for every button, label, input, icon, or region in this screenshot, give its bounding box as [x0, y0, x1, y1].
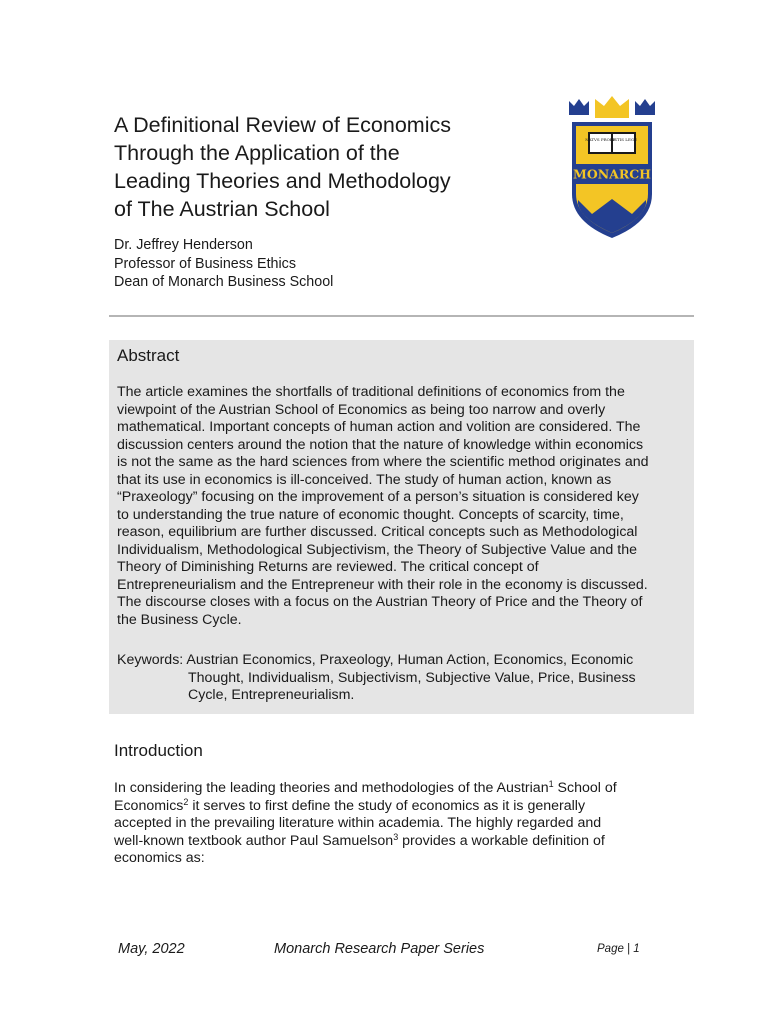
abstract-heading: Abstract — [117, 346, 180, 365]
abstract-line: reason, equilibrium are further discussed. Critical concepts such as Methodological — [117, 524, 638, 540]
intro-line — [114, 798, 704, 816]
intro-line: economics as: — [114, 850, 205, 866]
abstract-line: Theory of Diminishing Returns are reviewed. The critical concept of — [117, 559, 539, 575]
right-crown-icon — [635, 99, 655, 115]
book-text-left: NATVS PROBE — [585, 137, 616, 142]
author-block — [114, 236, 333, 292]
author-affiliation: Dean of Monarch Business School — [114, 274, 334, 290]
footer-date: May, 2022 — [118, 941, 185, 957]
keywords-line: Cycle, Entrepreneurialism. — [188, 687, 355, 703]
abstract-line: that its use in economics is ill-conceived. The study of human action, known as — [117, 471, 612, 488]
center-crown-icon — [595, 96, 629, 118]
abstract-line: discussion centers around the notion that the nature of knowledge within economics — [117, 436, 644, 453]
intro-line: accepted in the prevailing literature within academia. The highly regarded and — [114, 815, 602, 831]
intro-text-run: Economics — [114, 797, 184, 814]
paper-title — [114, 111, 514, 223]
monarch-logo — [566, 96, 658, 240]
abstract-line: The article examines the shortfalls of traditional definitions of economics from the — [117, 384, 625, 400]
introduction-heading: Introduction — [114, 741, 203, 760]
logo-name: MONARCH — [573, 166, 651, 182]
abstract-line: “Praxeology” focusing on the improvement of a person’s situation is considered key — [117, 489, 639, 505]
intro-line — [114, 780, 704, 798]
abstract-box — [109, 340, 694, 714]
keywords-line: Keywords: Austrian Economics, Praxeology, Human Action, Economics, Economic — [117, 652, 634, 668]
footnote-ref-1[interactable]: 1 — [548, 779, 554, 789]
footer-page-number: Page | 1 — [597, 943, 640, 955]
title-line: A Definitional Review of Economics — [114, 113, 451, 137]
footer-series: Monarch Research Paper Series — [274, 941, 485, 957]
intro-text-run: In considering the leading theories and methodologies of the Austrian — [114, 780, 549, 796]
abstract-line: viewpoint of the Austrian School of Economics as being too narrow and overly — [117, 401, 606, 418]
intro-text-run: it serves to first define the study of economics as it is generally — [188, 797, 586, 814]
abstract-text — [117, 384, 697, 629]
intro-text-run: School of — [553, 780, 617, 796]
title-line: Leading Theories and Methodology — [114, 169, 451, 193]
introduction-text — [114, 780, 704, 868]
keywords-line: Thought, Individualism, Subjectivism, Subjective Value, Price, Business — [188, 669, 636, 686]
abstract-line: to understanding the true nature of economic thought. Concepts of scarcity, time, — [117, 506, 624, 523]
intro-text-run: provides a workable definition of — [398, 832, 605, 849]
footnote-ref-2[interactable]: 2 — [183, 796, 189, 807]
footnote-ref-3[interactable]: 3 — [393, 831, 399, 842]
author-name: Dr. Jeffrey Henderson — [114, 237, 253, 253]
abstract-line: the Business Cycle. — [117, 611, 242, 628]
book-icon — [585, 132, 637, 154]
title-line: of The Austrian School — [114, 197, 330, 221]
intro-text-run: well-known textbook author Paul Samuelson — [114, 832, 394, 849]
abstract-line: The discourse closes with a focus on the Austrian Theory of Price and the Theory of — [117, 594, 643, 610]
abstract-line: Individualism, Methodological Subjectivism, the Theory of Subjective Value and the — [117, 541, 637, 558]
author-position: Professor of Business Ethics — [114, 255, 296, 272]
left-crown-icon — [569, 99, 589, 115]
horizontal-divider — [109, 315, 694, 317]
abstract-line: Entrepreneurialism and the Entrepreneur with their role in the economy is discussed. — [117, 576, 648, 593]
abstract-line: mathematical. Important concepts of human action and volition are considered. The — [117, 419, 641, 435]
book-text-right: SISTIS LEGE — [609, 137, 638, 142]
abstract-line: is not the same as the hard sciences from where the scientific method originates and — [117, 454, 649, 470]
keywords — [117, 652, 692, 705]
intro-line — [114, 833, 704, 851]
title-line: Through the Application of the — [114, 141, 400, 165]
